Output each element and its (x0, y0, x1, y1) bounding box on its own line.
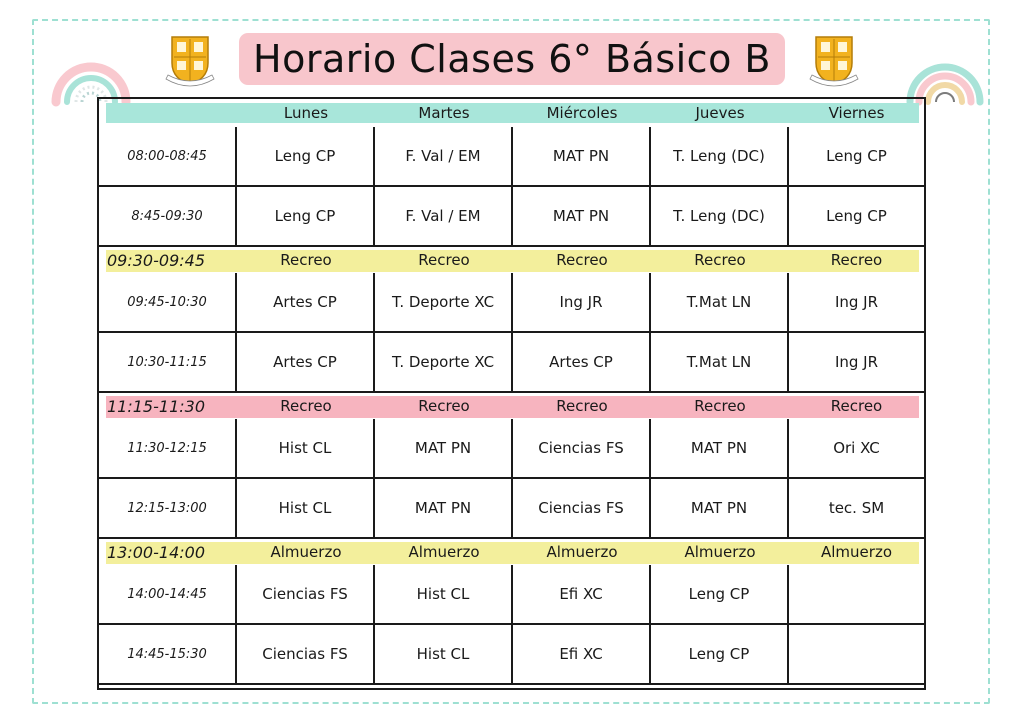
break-cell: Recreo (556, 397, 608, 415)
table-row (99, 419, 924, 479)
page-title: Horario Clases 6° Básico B (253, 37, 771, 81)
break-cell: Recreo (280, 251, 332, 269)
class-cell: Ing JR (789, 333, 924, 393)
class-cell (789, 565, 924, 625)
schedule-table (97, 97, 926, 690)
class-cell: Leng CP (237, 127, 375, 187)
class-cell: Hist CL (237, 479, 375, 539)
time-slot: 09:45-10:30 (99, 273, 237, 333)
break-cell: Recreo (694, 251, 746, 269)
class-cell: Efi XC (513, 565, 651, 625)
class-cell: Leng CP (651, 625, 789, 685)
break-cell: Recreo (418, 251, 470, 269)
class-cell: Ing JR (513, 273, 651, 333)
class-cell: MAT PN (375, 479, 513, 539)
break-cell: Recreo (556, 251, 608, 269)
class-cell: T.Mat LN (651, 333, 789, 393)
time-slot: 11:15-11:30 (107, 396, 205, 416)
table-row (99, 479, 924, 539)
class-cell: Leng CP (789, 187, 924, 247)
table-row (99, 127, 924, 187)
class-cell: Artes CP (513, 333, 651, 393)
class-cell: T. Leng (DC) (651, 127, 789, 187)
break-cell: Almuerzo (408, 543, 480, 561)
school-crest-icon (162, 33, 218, 91)
day-header: Lunes (283, 104, 329, 122)
break-cell: Recreo (830, 251, 883, 269)
time-slot: 10:30-11:15 (99, 333, 237, 393)
table-header-row (99, 99, 924, 127)
break-row (99, 247, 924, 273)
break-cell: Almuerzo (684, 543, 756, 561)
break-cell: Recreo (830, 397, 883, 415)
day-header: Viernes (828, 104, 885, 122)
class-cell: Efi XC (513, 625, 651, 685)
school-crest-icon (806, 33, 862, 91)
class-cell: Ing JR (789, 273, 924, 333)
class-cell (789, 625, 924, 685)
table-row (99, 273, 924, 333)
class-cell: MAT PN (375, 419, 513, 479)
table-row (99, 565, 924, 625)
table-row (99, 187, 924, 247)
class-cell: MAT PN (651, 419, 789, 479)
break-cell: Recreo (280, 397, 332, 415)
class-cell: Artes CP (237, 333, 375, 393)
time-slot: 11:30-12:15 (99, 419, 237, 479)
class-cell: MAT PN (513, 187, 651, 247)
break-cell: Recreo (418, 397, 470, 415)
class-cell: Leng CP (789, 127, 924, 187)
break-cell: Almuerzo (821, 543, 892, 561)
class-cell: Ori XC (789, 419, 924, 479)
class-cell: T.Mat LN (651, 273, 789, 333)
class-cell: Hist CL (375, 565, 513, 625)
class-cell: Ciencias FS (513, 479, 651, 539)
time-slot: 08:00-08:45 (99, 127, 237, 187)
break-row (99, 393, 924, 419)
break-cell: Almuerzo (546, 543, 618, 561)
class-cell: F. Val / EM (375, 187, 513, 247)
header-corner (99, 99, 237, 127)
class-cell: T. Deporte XC (375, 273, 513, 333)
class-cell: Leng CP (237, 187, 375, 247)
class-cell: MAT PN (651, 479, 789, 539)
class-cell: Hist CL (237, 419, 375, 479)
time-slot: 13:00-14:00 (107, 542, 205, 562)
class-cell: Leng CP (651, 565, 789, 625)
time-slot: 14:00-14:45 (99, 565, 237, 625)
class-cell: F. Val / EM (375, 127, 513, 187)
time-slot: 8:45-09:30 (99, 187, 237, 247)
break-row (99, 539, 924, 565)
day-header: Martes (418, 104, 470, 122)
day-header: Miércoles (546, 104, 618, 122)
class-cell: MAT PN (513, 127, 651, 187)
class-cell: Artes CP (237, 273, 375, 333)
class-cell: Ciencias FS (237, 565, 375, 625)
time-slot: 12:15-13:00 (99, 479, 237, 539)
table-row (99, 625, 924, 685)
class-cell: tec. SM (789, 479, 924, 539)
time-slot: 14:45-15:30 (99, 625, 237, 685)
time-slot: 09:30-09:45 (107, 250, 205, 270)
table-row (99, 333, 924, 393)
class-cell: Ciencias FS (513, 419, 651, 479)
title-banner (239, 33, 785, 85)
class-cell: T. Leng (DC) (651, 187, 789, 247)
class-cell: T. Deporte XC (375, 333, 513, 393)
class-cell: Ciencias FS (237, 625, 375, 685)
class-cell: Hist CL (375, 625, 513, 685)
day-header: Jueves (695, 104, 745, 122)
break-cell: Almuerzo (270, 543, 342, 561)
break-cell: Recreo (694, 397, 746, 415)
